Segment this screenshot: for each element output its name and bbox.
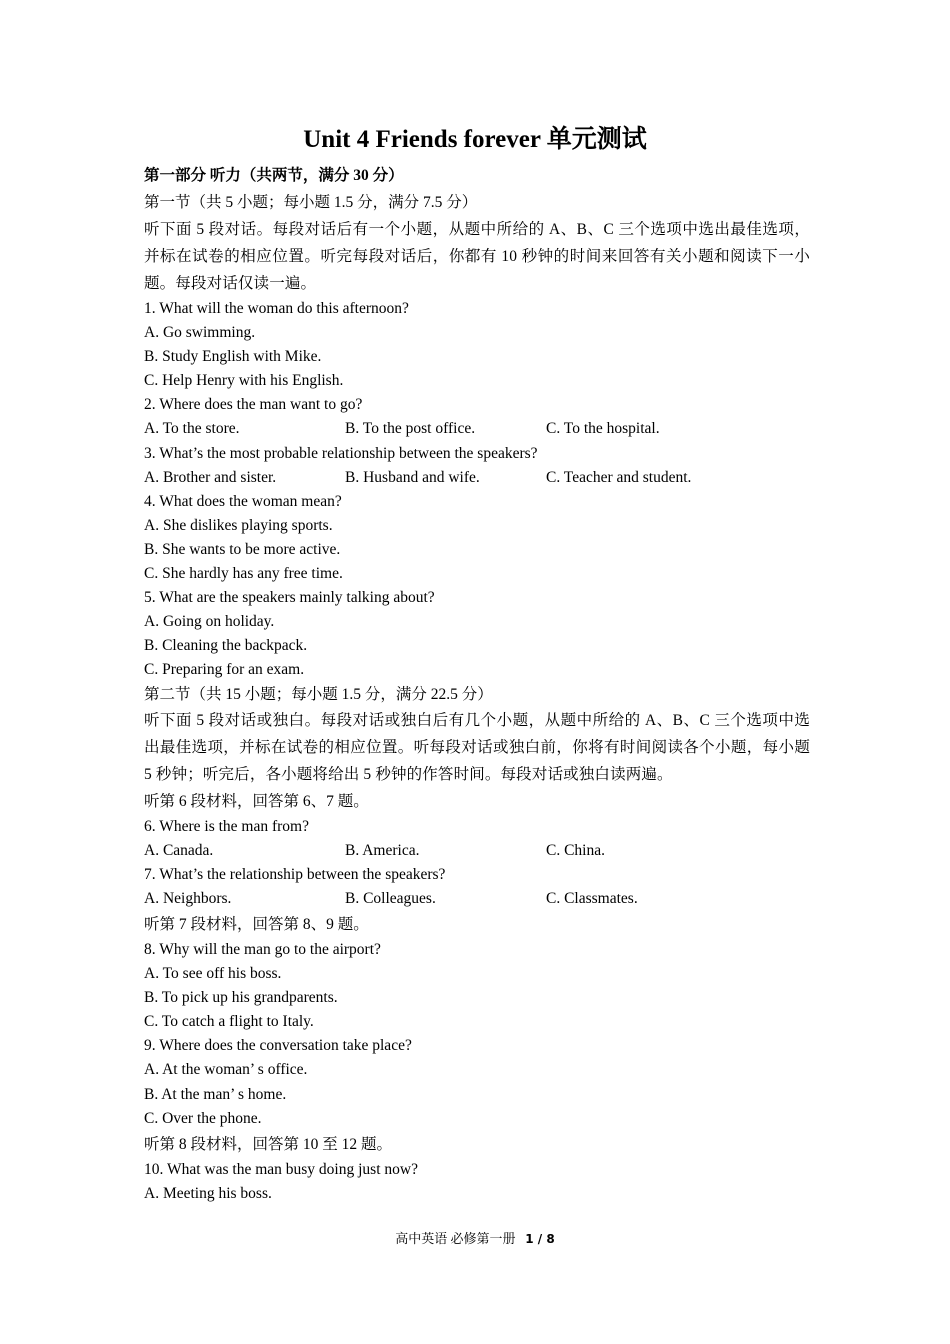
footer-page-number: 1 / 8 (525, 1232, 555, 1246)
question-9-option-b: B. At the man’ s home. (144, 1085, 287, 1103)
question-2-option-a: A. To the store. (144, 420, 240, 438)
question-6-options (144, 839, 810, 863)
question-6-option-b: B. America. (345, 841, 420, 859)
page-footer (0, 1230, 950, 1248)
question-10-option-a: A. Meeting his boss. (144, 1184, 272, 1202)
material-6-note: 听第 6 段材料，回答第 6、7 题。 (144, 792, 369, 810)
question-2-option-b: B. To the post office. (345, 420, 476, 438)
question-8: 8. Why will the man go to the airport? (144, 940, 381, 958)
question-9-option-a: A. At the woman’ s office. (144, 1061, 308, 1079)
question-4-option-a: A. She dislikes playing sports. (144, 516, 333, 534)
question-2-option-c: C. To the hospital. (546, 420, 660, 438)
question-8-option-b: B. To pick up his grandparents. (144, 989, 338, 1007)
material-8-note: 听第 8 段材料，回答第 10 至 12 题。 (144, 1135, 393, 1153)
question-10: 10. What was the man busy doing just now? (144, 1160, 418, 1178)
material-7-note: 听第 7 段材料，回答第 8、9 题。 (144, 915, 369, 933)
page-title: Unit 4 Friends forever 单元测试 (303, 126, 647, 153)
question-3: 3. What’s the most probable relationship between the speakers? (144, 444, 538, 462)
question-6-option-a: A. Canada. (144, 841, 214, 859)
question-1-option-b: B. Study English with Mike. (144, 348, 322, 366)
question-7-options (144, 887, 810, 911)
question-5: 5. What are the speakers mainly talking about? (144, 589, 435, 607)
question-7-option-c: C. Classmates. (546, 889, 638, 907)
part1-heading: 第一部分 听力（共两节，满分 30 分） (144, 167, 404, 184)
footer-book-name: 高中英语 必修第一册 (395, 1231, 516, 1246)
question-1: 1. What will the woman do this afternoon? (144, 300, 409, 317)
question-3-option-a: A. Brother and sister. (144, 468, 277, 486)
question-6: 6. Where is the man from? (144, 817, 309, 835)
question-3-option-c: C. Teacher and student. (546, 468, 692, 486)
question-3-option-b: B. Husband and wife. (345, 468, 480, 486)
question-7-option-a: A. Neighbors. (144, 889, 232, 907)
question-6-option-c: C. China. (546, 841, 605, 859)
question-8-option-c: C. To catch a flight to Italy. (144, 1013, 314, 1031)
question-7-option-b: B. Colleagues. (345, 889, 436, 907)
question-9: 9. Where does the conversation take place? (144, 1037, 412, 1055)
question-2: 2. Where does the man want to go? (144, 396, 363, 414)
question-7: 7. What’s the relationship between the speakers? (144, 865, 446, 883)
question-5-option-c: C. Preparing for an exam. (144, 661, 305, 679)
section1-instructions: 听下面 5 段对话。每段对话后有一个小题，从题中所给的 A、B、C 三个选项中选出最佳选项，并标在试卷的相应位置。听完每段对话后，你都有 10 秒钟的时间来回答有关小题和阅读下一小题。每段对话仅读一遍。 (144, 221, 810, 292)
section2-heading: 第二节（共 15 小题；每小题 1.5 分，满分 22.5 分） (144, 685, 493, 703)
question-1-option-c: C. Help Henry with his English. (144, 372, 344, 390)
exam-content (144, 163, 810, 1206)
question-2-options (144, 417, 810, 441)
question-1-option-a: A. Go swimming. (144, 324, 256, 342)
question-3-options (144, 466, 810, 490)
question-5-option-b: B. Cleaning the backpack. (144, 637, 308, 655)
question-4: 4. What does the woman mean? (144, 492, 342, 510)
section2-instructions: 听下面 5 段对话或独白。每段对话或独白后有几个小题，从题中所给的 A、B、C 三个选项中选出最佳选项，并标在试卷的相应位置。听每段对话或独白前，你将有时间阅读各个小题，每小题 5 秒钟；听完后，各小题将给出 5 秒钟的作答时间。每段对话或独白读两遍。 (144, 711, 810, 783)
question-8-option-a: A. To see off his boss. (144, 965, 282, 983)
question-9-option-c: C. Over the phone. (144, 1109, 262, 1127)
section1-heading: 第一节（共 5 小题；每小题 1.5 分，满分 7.5 分） (144, 194, 478, 211)
question-4-option-c: C. She hardly has any free time. (144, 565, 343, 583)
question-4-option-b: B. She wants to be more active. (144, 540, 341, 558)
question-5-option-a: A. Going on holiday. (144, 613, 275, 631)
